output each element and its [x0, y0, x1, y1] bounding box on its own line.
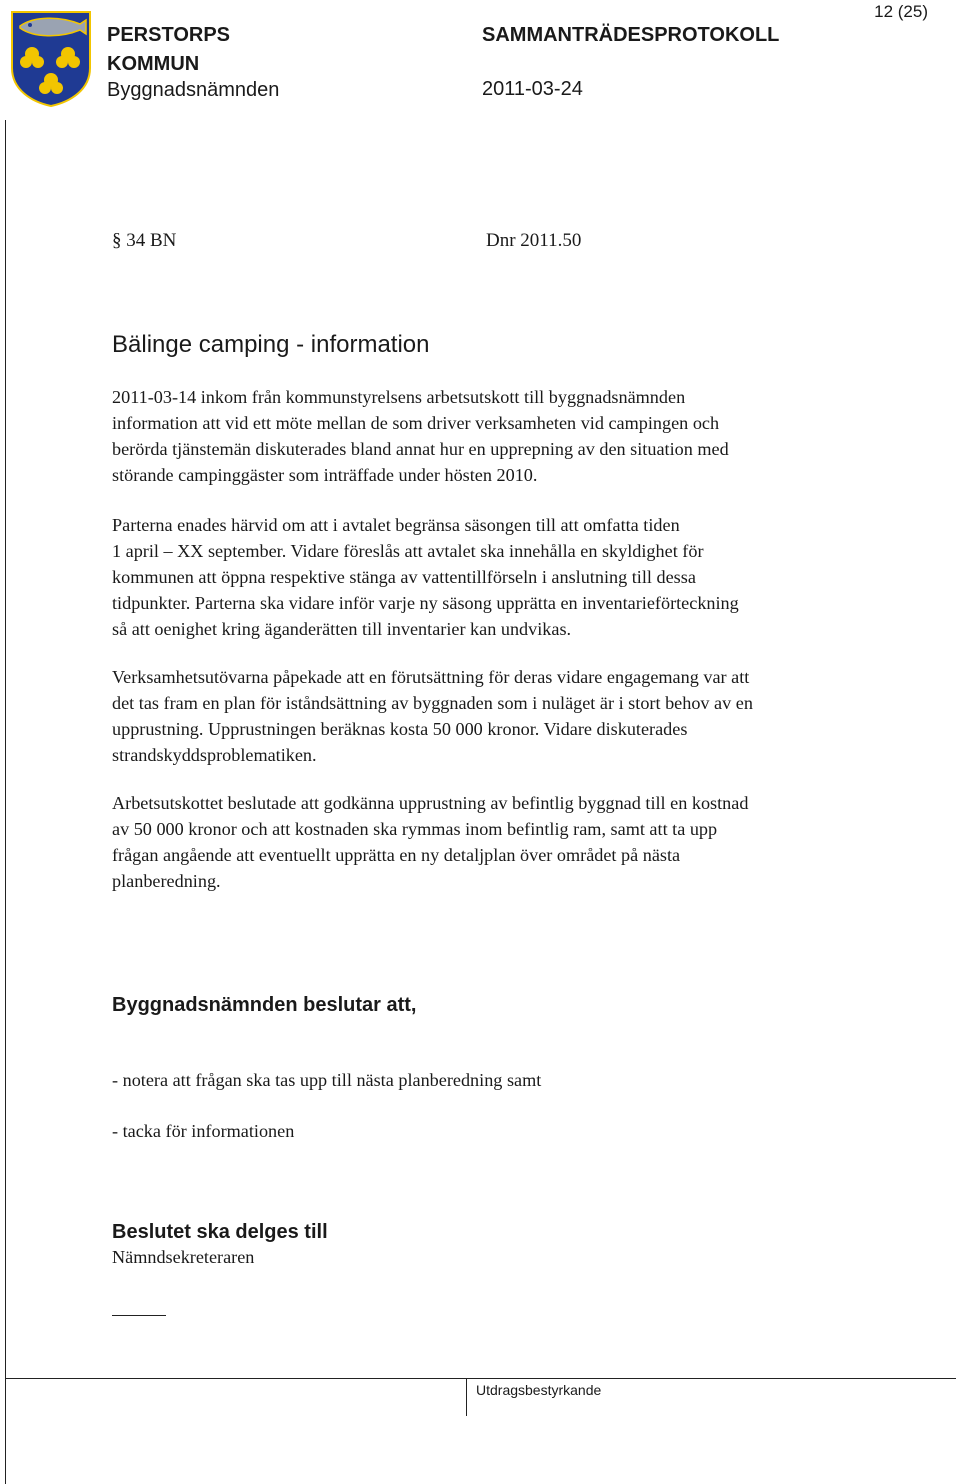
- decision-item-1: - notera att frågan ska tas upp till nästa planberedning samt: [112, 1070, 542, 1090]
- footer-vertical-divider: [466, 1378, 467, 1416]
- diary-number: Dnr 2011.50: [486, 230, 582, 251]
- section-title: Bälinge camping - information: [112, 331, 430, 358]
- paragraph-3: Verksamhetsutövarna påpekade att en förutsättning för deras vidare engagemang var att det tas fram en plan för iståndsättning av byggnaden som i nuläget är i stort behov av en upprustning. Upprustningen beräknas kosta 50 000 kronor. Vidare diskuterades strandskyddsproblematiken.: [112, 667, 753, 765]
- decision-heading: Byggnadsnämnden beslutar att,: [112, 994, 417, 1016]
- organisation-name-line2: KOMMUN: [107, 53, 200, 75]
- distribution-heading: Beslutet ska delges till: [112, 1221, 328, 1243]
- paragraph-1: 2011-03-14 inkom från kommunstyrelsens arbetsutskott till byggnadsnämnden information att vid ett möte mellan de som driver verksamheten vid campingen och berörda tjänstemän diskuterades bland annat hur en upprepning av den situation med störande campinggäster som inträffade under hösten 2010.: [112, 387, 729, 485]
- page-number: 12 (25): [874, 2, 928, 21]
- signature-line: [112, 1315, 166, 1316]
- department-name: Byggnadsnämnden: [107, 79, 280, 101]
- distribution-recipient: Nämndsekreteraren: [112, 1247, 255, 1267]
- meeting-date: 2011-03-24: [482, 78, 583, 100]
- document-type: SAMMANTRÄDESPROTOKOLL: [482, 24, 780, 46]
- footer-divider-line: [5, 1378, 956, 1379]
- decision-item-2: - tacka för informationen: [112, 1121, 295, 1141]
- left-margin-line: [5, 120, 6, 1484]
- coat-of-arms-icon: [10, 10, 92, 108]
- footer-label: Utdragsbestyrkande: [476, 1382, 602, 1398]
- organisation-name: PERSTORPS: [107, 24, 230, 46]
- paragraph-4: Arbetsutskottet beslutade att godkänna upprustning av befintlig byggnad till en kostnad av 50 000 kronor och att kostnaden ska rymmas inom befintlig ram, samt att ta upp frågan angående att eventuellt upprätta en ny detaljplan över området på nästa planberedning.: [112, 793, 749, 891]
- paragraph-2: Parterna enades härvid om att i avtalet begränsa säsongen till att omfatta tiden 1 april – XX september. Vidare föreslås att avtalet ska innehålla en skyldighet för kommunen att öppna respektive stänga av vattentillförseln i anslutning till dessa tidpunkter. Parterna ska vidare inför varje ny säsong upprätta en inventarieförteckning så att oenighet kring äganderätten till inventarier kan undvikas.: [112, 515, 739, 639]
- paragraph-reference: § 34 BN: [112, 230, 177, 251]
